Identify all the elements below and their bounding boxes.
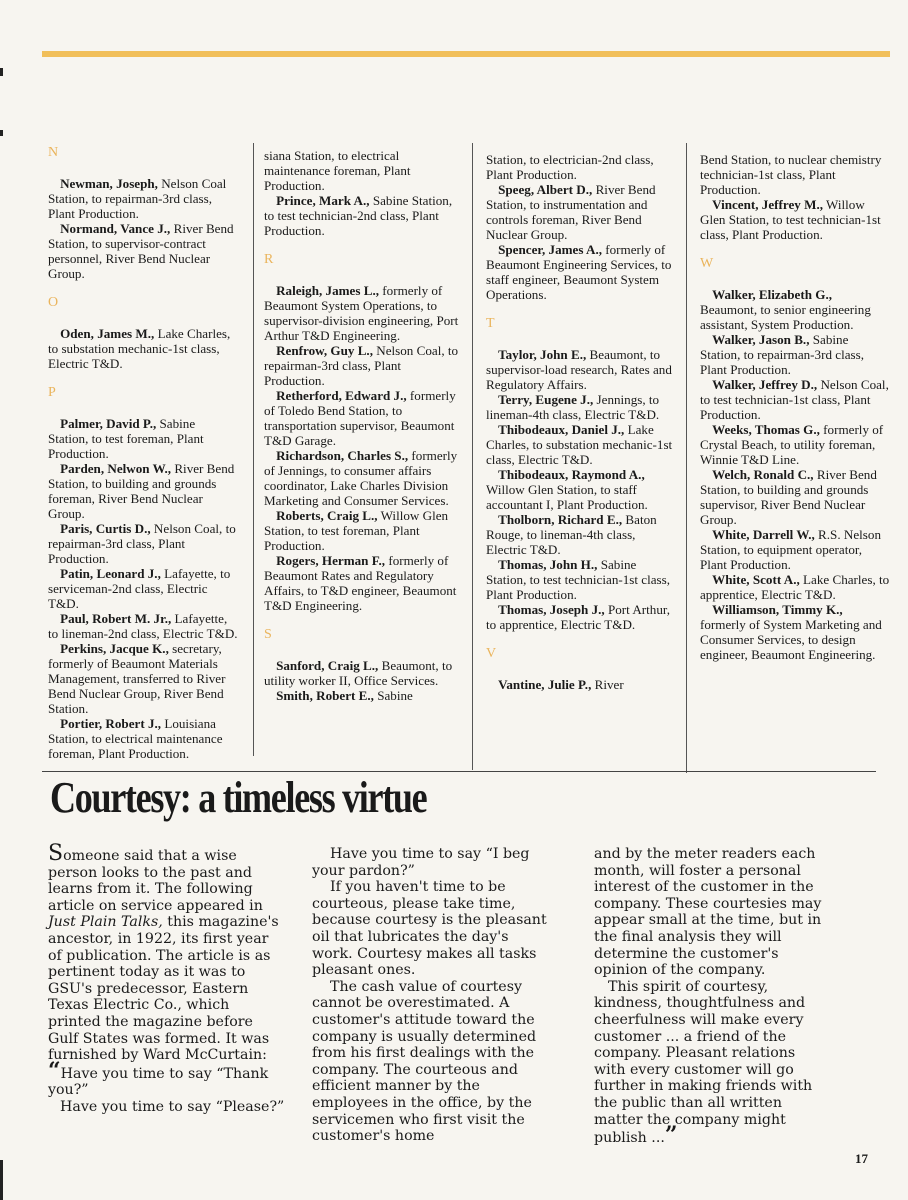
roster-entry [48, 326, 238, 371]
entry-details: secretary, formerly of Beaumont Materials Management, transferred to River Bend Nuclear Group, River Bend Station. [48, 641, 226, 716]
entry-details: River Bend Station, to building and grounds supervisor, River Bend Nuclear Group. [700, 467, 877, 527]
article-column-1 [48, 841, 286, 1116]
entry-details: Willow Glen Station, to test foreman, Plant Production. [264, 508, 449, 553]
employee-name: Portier, Robert J., [60, 716, 162, 731]
entry-details: Sabine [373, 688, 413, 703]
employee-name: Thomas, Joseph J., [498, 602, 605, 617]
entry-details: Jennings, to lineman-4th class, Electric T&D. [486, 392, 660, 422]
roster-entry [700, 377, 890, 422]
article-paragraph [48, 1099, 286, 1116]
article-column-2 [312, 846, 552, 1145]
roster-column-4 [700, 152, 890, 662]
employee-name: Welch, Ronald C., [712, 467, 814, 482]
roster-entry [48, 221, 238, 281]
roster-entry [264, 688, 462, 703]
section-letter: V [486, 646, 497, 661]
roster-column-1 [48, 145, 238, 761]
employee-name: Walker, Elizabeth G., [712, 287, 833, 302]
employee-name: Prince, Mark A., [276, 193, 370, 208]
roster-entry [264, 508, 462, 553]
roster-entry [48, 461, 238, 521]
employee-name: Spencer, James A., [498, 242, 602, 257]
roster-entry [700, 572, 890, 602]
roster-column-2 [264, 148, 462, 703]
entry-details: Beaumont, to utility worker II, Office Services. [264, 658, 453, 688]
employee-name: Speeg, Albert D., [498, 182, 593, 197]
section-letter: S [264, 627, 272, 642]
roster-entry [486, 512, 678, 557]
roster-entry [486, 602, 678, 632]
entry-details: Nelson Coal, to repairman-3rd class, Plant Production. [264, 343, 459, 388]
employee-name: Roberts, Craig L., [276, 508, 378, 523]
roster-entry [486, 182, 678, 242]
magazine-title: Just Plain Talks, [48, 914, 163, 931]
employee-name: Smith, Robert E., [276, 688, 374, 703]
entry-details: formerly of System Marketing and Consumer Services, to design engineer, Beaumont Engineering. [700, 617, 882, 662]
entry-details: formerly of Toledo Bend Station, to transportation supervisor, Beaumont T&D Garage. [264, 388, 456, 448]
article-paragraph: and by the meter readers each month, will foster a personal interest of the customer in the company. These courtesies may appear small at the time, but in the final analysis they will determine the customer's opinion of the company. [594, 846, 822, 979]
employee-name: Tholborn, Richard E., [498, 512, 623, 527]
employee-name: Paul, Robert M. Jr., [60, 611, 172, 626]
employee-name: Walker, Jason B., [712, 332, 810, 347]
entry-details: Sabine Station, to repairman-3rd class, Plant Production. [700, 332, 864, 377]
entry-details: Lake Charles, to substation mechanic-1st class, Electric T&D. [486, 422, 673, 467]
paragraph-text: Have you time to say “Thank you?” [48, 1065, 269, 1099]
employee-name: Normand, Vance J., [60, 221, 171, 236]
employee-name: Taylor, John E., [498, 347, 587, 362]
entry-details: formerly of Beaumont System Operations, to supervisor-division engineering, Port Arthur T&D Engineering. [264, 283, 459, 343]
column-divider [686, 143, 687, 773]
roster-entry [486, 422, 678, 467]
employee-name: Thibodeaux, Daniel J., [498, 422, 625, 437]
employee-name: White, Scott A., [712, 572, 800, 587]
article-paragraph: If you haven't time to be courteous, please take time, because courtesy is the pleasant oil that lubricates the day's work. Courtesy makes all tasks pleasant ones. [312, 879, 547, 979]
section-letter: O [48, 295, 59, 310]
open-quote-mark: “ [48, 1057, 61, 1084]
margin-mark [0, 68, 3, 76]
employee-name: Paris, Curtis D., [60, 521, 151, 536]
entry-details: River Bend Station, to building and grounds foreman, River Bend Nuclear Group. [48, 461, 235, 521]
article-intro [48, 841, 286, 1064]
employee-name: Weeks, Thomas G., [712, 422, 820, 437]
roster-entry [700, 602, 890, 662]
employee-name: Newman, Joseph, [60, 176, 158, 191]
roster-entry [700, 422, 890, 467]
entry-details: Willow Glen Station, to test technician-1st class, Plant Production. [700, 197, 881, 242]
entry-details: Beaumont, to supervisor-load research, Rates and Regulatory Affairs. [486, 347, 672, 392]
roster-entry [264, 388, 462, 448]
close-quote-mark: ” [664, 1122, 678, 1149]
roster-entry [486, 557, 678, 602]
employee-name: Renfrow, Guy L., [276, 343, 373, 358]
roster-entry [48, 176, 238, 221]
article-column-3 [594, 846, 828, 1147]
employee-name: Vincent, Jeffrey M., [712, 197, 823, 212]
entry-details: formerly of Jennings, to consumer affairs coordinator, Lake Charles Division Marketing and Consumer Services. [264, 448, 458, 508]
roster-entry [48, 566, 238, 611]
roster-entry [486, 677, 678, 692]
margin-mark [0, 1160, 3, 1200]
roster-entry [264, 283, 462, 343]
employee-name: Rogers, Herman F., [276, 553, 386, 568]
entry-details: Nelson Coal Station, to repairman-3rd class, Plant Production. [48, 176, 227, 221]
roster-entry [486, 392, 678, 422]
roster-entry [48, 416, 238, 461]
section-letter: W [700, 256, 714, 271]
employee-name: Terry, Eugene J., [498, 392, 594, 407]
roster-entry [700, 332, 890, 377]
employee-name: Williamson, Timmy K., [712, 602, 843, 617]
employee-name: Oden, James M., [60, 326, 155, 341]
roster-entry [48, 641, 238, 716]
entry-details: formerly of Beaumont Engineering Services, to staff engineer, Beaumont System Operations. [486, 242, 672, 302]
entry-details: formerly of Crystal Beach, to utility foreman, Winnie T&D Line. [700, 422, 884, 467]
roster-entry [700, 467, 890, 527]
entry-details: Sabine Station, to test foreman, Plant Production. [48, 416, 204, 461]
column-divider [472, 143, 473, 770]
employee-name: Perkins, Jacque K., [60, 641, 169, 656]
entry-details: R.S. Nelson Station, to equipment operator, Plant Production. [700, 527, 881, 572]
paragraph-text: Have you time to say “Please?” [60, 1098, 285, 1115]
employee-name: Raleigh, James L., [276, 283, 380, 298]
roster-entry [700, 197, 890, 242]
roster-entry [486, 467, 678, 512]
entry-details: Louisiana Station, to electrical maintenance foreman, Plant Production. [48, 716, 223, 761]
roster-entry [264, 553, 462, 613]
employee-name: Palmer, David P., [60, 416, 157, 431]
employee-name: Richardson, Charles S., [276, 448, 409, 463]
section-letter: R [264, 252, 274, 267]
section-letter: P [48, 385, 56, 400]
column-divider [253, 143, 254, 756]
roster-entry [700, 527, 890, 572]
entry-details: Baton Rouge, to lineman-4th class, Electric T&D. [486, 512, 657, 557]
article-headline: Courtesy: a timeless virtue [50, 773, 427, 822]
margin-mark [0, 130, 3, 136]
roster-entry [48, 521, 238, 566]
roster-entry [264, 343, 462, 388]
entry-continuation: Bend Station, to nuclear chemistry technician-1st class, Plant Production. [700, 152, 882, 197]
roster-entry [264, 448, 462, 508]
employee-name: Thomas, John H., [498, 557, 598, 572]
roster-entry [264, 658, 462, 688]
employee-name: Parden, Nelwon W., [60, 461, 172, 476]
employee-name: Walker, Jeffrey D., [712, 377, 818, 392]
entry-continuation: Station, to electrician-2nd class, Plant Production. [486, 152, 654, 182]
entry-details: River Bend Station, to instrumentation and controls foreman, River Bend Nuclear Group. [486, 182, 656, 242]
entry-details: Lake Charles, to substation mechanic-1st class, Electric T&D. [48, 326, 231, 371]
employee-name: Patin, Leonard J., [60, 566, 161, 581]
entry-details: Lafayette, to serviceman-2nd class, Electric T&D. [48, 566, 231, 611]
roster-entry [486, 242, 678, 302]
employee-name: Sanford, Craig L., [276, 658, 379, 673]
employee-name: White, Darrell W., [712, 527, 815, 542]
entry-details: River Bend Station, to supervisor-contract personnel, River Bend Nuclear Group. [48, 221, 234, 281]
roster-entry [48, 716, 238, 761]
article-paragraph: Have you time to say “I beg your pardon?” [312, 846, 530, 879]
entry-details: Willow Glen Station, to staff accountant I, Plant Production. [486, 482, 648, 512]
roster-entry [264, 193, 462, 238]
roster-entry [486, 347, 678, 392]
entry-details: Sabine Station, to test technician-1st class, Plant Production. [486, 557, 671, 602]
entry-details: Lafayette, to lineman-2nd class, Electric T&D. [48, 611, 238, 641]
paragraph-text: This spirit of courtesy, kindness, thoughtfulness and cheerfulness will make every customer ... a friend of the company. Pleasant relations with every customer will go further in making friends with the public than all written matter the company might publish ... [594, 978, 813, 1147]
entry-details: River [591, 677, 624, 692]
section-letter: T [486, 316, 495, 331]
article-paragraph [594, 979, 828, 1147]
intro-text-a: omeone said that a wise person looks to the past and learns from it. The following article on service appeared in [48, 848, 263, 914]
entry-details: Sabine Station, to test technician-2nd class, Plant Production. [264, 193, 453, 238]
entry-details: formerly of Beaumont Rates and Regulatory Affairs, to T&D engineer, Beaumont T&D Engineering. [264, 553, 457, 613]
entry-details: Nelson Coal, to repairman-3rd class, Plant Production. [48, 521, 236, 566]
entry-details: Nelson Coal, to test technician-1st class, Plant Production. [700, 377, 889, 422]
top-accent-rule [42, 51, 890, 57]
entry-continuation: siana Station, to electrical maintenance foreman, Plant Production. [264, 148, 411, 193]
roster-entry [48, 611, 238, 641]
entry-details: Beaumont, to senior engineering assistant, System Production. [700, 302, 871, 332]
roster-column-3 [486, 152, 678, 692]
entry-details: Lake Charles, to apprentice, Electric T&D. [700, 572, 890, 602]
intro-text-b: this magazine's ancestor, in 1922, its first year of publication. The article is as pertinent today as it was to GSU's predecessor, Eastern Texas Electric Co., which printed the magazine before Gulf States was formed. It was furnished by Ward McCurtain: [48, 914, 279, 1064]
employee-name: Thibodeaux, Raymond A., [498, 467, 645, 482]
employee-name: Retherford, Edward J., [276, 388, 407, 403]
section-letter: N [48, 145, 59, 160]
article-paragraph: The cash value of courtesy cannot be overestimated. A customer's attitude toward the company is usually determined from his first dealings with the company. The courteous and efficient manner by the employees in the office, by the servicemen who first visit the customer's home [312, 978, 537, 1145]
entry-details: Port Arthur, to apprentice, Electric T&D. [486, 602, 670, 632]
employee-name: Vantine, Julie P., [498, 677, 592, 692]
drop-cap: S [48, 841, 64, 866]
roster-entry [700, 287, 890, 332]
page-number: 17 [855, 1151, 868, 1166]
article-paragraph [48, 1057, 286, 1099]
